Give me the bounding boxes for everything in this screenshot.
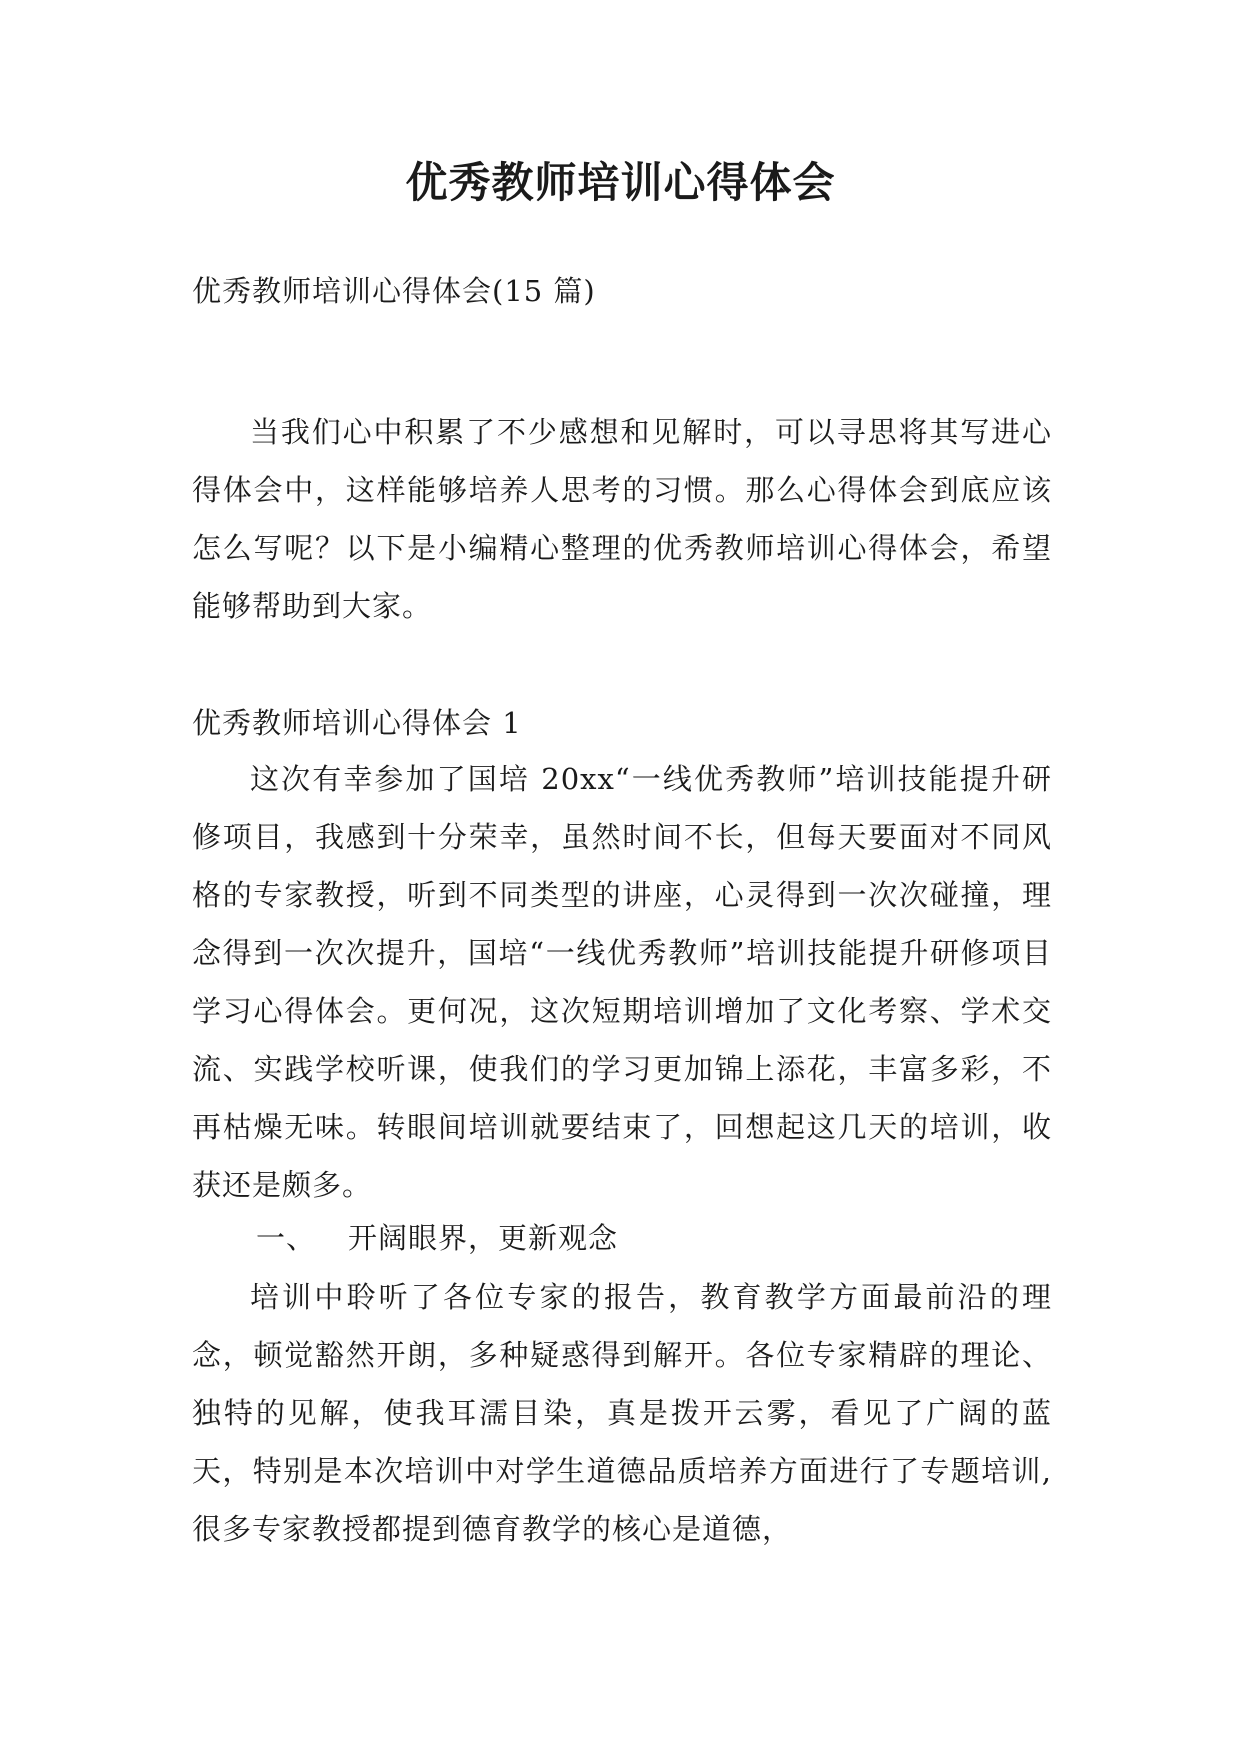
outline-item-text: 开阔眼界，更新观念 [348,1221,619,1255]
body-paragraph-2: 培训中聆听了各位专家的报告，教育教学方面最前沿的理念，顿觉豁然开朗，多种疑惑得到解开。各位专家精辟的理论、独特的见解，使我耳濡目染，真是拨开云雾，看见了广阔的蓝天，特别是本次培训中对学生道德品质培养方面进行了专题培训,很多专家教授都提到德育教学的核心是道德， [192,1280,1052,1546]
section-heading: 优秀教师培训心得体会 1 [192,706,522,740]
body-paragraph-1: 这次有幸参加了国培 20xx“一线优秀教师”培训技能提升研修项目，我感到十分荣幸，虽然时间不长，但每天要面对不同风格的专家教授，听到不同类型的讲座，心灵得到一次次碰撞，理念得到一次次提升，国培“一线优秀教师”培训技能提升研修项目学习心得体会。更何况，这次短期培训增加了文化考察、学术交流、实践学校听课，使我们的学习更加锦上添花，丰富多彩，不再枯燥无味。转眼间培训就要结束了，回想起这几天的培训，收获还是颇多。 [192,762,1052,1202]
document-title: 优秀教师培训心得体会 [405,158,836,207]
document-subtitle: 优秀教师培训心得体会(15 篇) [192,274,596,308]
intro-paragraph: 当我们心中积累了不少感想和见解时，可以寻思将其写进心得体会中，这样能够培养人思考的习惯。那么心得体会到底应该怎么写呢？以下是小编精心整理的优秀教师培训心得体会，希望能够帮助到大家。 [192,415,1052,623]
outline-item-1 [192,1209,1052,1267]
outline-item-number: 一、 [256,1221,317,1255]
